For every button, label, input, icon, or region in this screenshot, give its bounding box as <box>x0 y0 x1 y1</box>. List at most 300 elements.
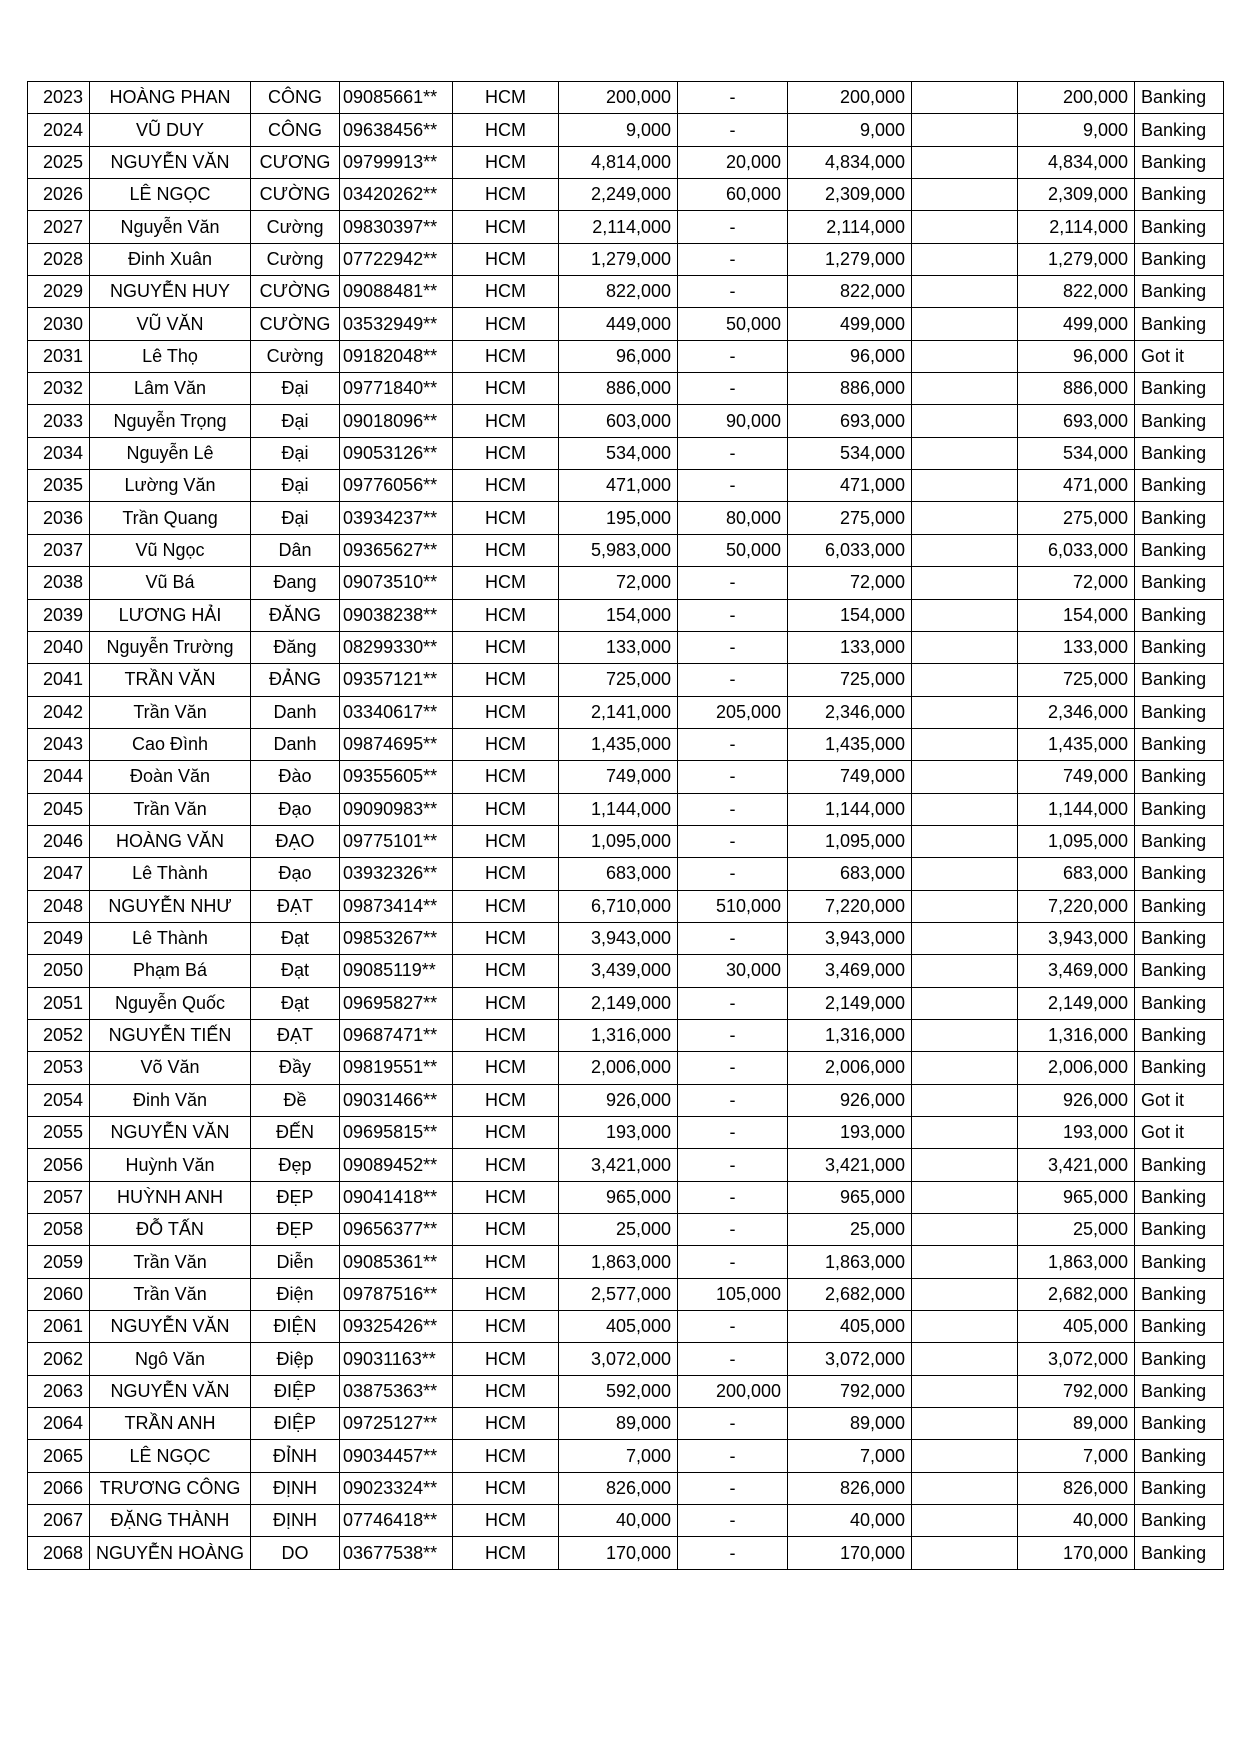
row-number: 2034 <box>28 437 90 469</box>
table-row <box>28 1375 1224 1407</box>
fee: - <box>678 1117 788 1149</box>
phone-masked: 09725127** <box>340 1408 453 1440</box>
amount: 133,000 <box>559 631 678 663</box>
payment-table-body <box>28 82 1224 1570</box>
table-row <box>28 179 1224 211</box>
blank-cell <box>912 470 1018 502</box>
city: HCM <box>453 437 559 469</box>
last-name: VŨ DUY <box>90 114 251 146</box>
blank-cell <box>912 631 1018 663</box>
blank-cell <box>912 761 1018 793</box>
fee: 20,000 <box>678 146 788 178</box>
last-name: Đinh Xuân <box>90 243 251 275</box>
total: 1,095,000 <box>788 825 912 857</box>
city: HCM <box>453 405 559 437</box>
paid-amount: 792,000 <box>1018 1375 1135 1407</box>
table-row <box>28 1472 1224 1504</box>
last-name: Nguyễn Lê <box>90 437 251 469</box>
payment-method: Banking <box>1135 858 1224 890</box>
phone-masked: 08299330** <box>340 631 453 663</box>
row-number: 2067 <box>28 1505 90 1537</box>
first-name: Đề <box>251 1084 340 1116</box>
city: HCM <box>453 858 559 890</box>
phone-masked: 09088481** <box>340 276 453 308</box>
paid-amount: 822,000 <box>1018 276 1135 308</box>
phone-masked: 03532949** <box>340 308 453 340</box>
blank-cell <box>912 340 1018 372</box>
payment-method: Banking <box>1135 437 1224 469</box>
row-number: 2023 <box>28 82 90 114</box>
row-number: 2045 <box>28 793 90 825</box>
last-name: Trần Văn <box>90 793 251 825</box>
fee: - <box>678 1084 788 1116</box>
payment-method: Banking <box>1135 728 1224 760</box>
paid-amount: 89,000 <box>1018 1408 1135 1440</box>
amount: 200,000 <box>559 82 678 114</box>
blank-cell <box>912 599 1018 631</box>
amount: 3,439,000 <box>559 955 678 987</box>
first-name: ĐẸP <box>251 1181 340 1213</box>
last-name: Đinh Văn <box>90 1084 251 1116</box>
first-name: Đại <box>251 373 340 405</box>
first-name: Cường <box>251 211 340 243</box>
amount: 9,000 <box>559 114 678 146</box>
blank-cell <box>912 1311 1018 1343</box>
city: HCM <box>453 1019 559 1051</box>
phone-masked: 09355605** <box>340 761 453 793</box>
phone-masked: 09776056** <box>340 470 453 502</box>
phone-masked: 09085661** <box>340 82 453 114</box>
blank-cell <box>912 82 1018 114</box>
city: HCM <box>453 1343 559 1375</box>
table-row <box>28 405 1224 437</box>
row-number: 2049 <box>28 922 90 954</box>
fee: 105,000 <box>678 1278 788 1310</box>
amount: 7,000 <box>559 1440 678 1472</box>
phone-masked: 09799913** <box>340 146 453 178</box>
total: 926,000 <box>788 1084 912 1116</box>
total: 40,000 <box>788 1505 912 1537</box>
table-row <box>28 1440 1224 1472</box>
payment-method: Banking <box>1135 179 1224 211</box>
amount: 822,000 <box>559 276 678 308</box>
total: 89,000 <box>788 1408 912 1440</box>
fee: 80,000 <box>678 502 788 534</box>
table-row <box>28 1181 1224 1213</box>
first-name: ĐẢNG <box>251 664 340 696</box>
payment-method: Got it <box>1135 1084 1224 1116</box>
total: 499,000 <box>788 308 912 340</box>
blank-cell <box>912 405 1018 437</box>
phone-masked: 03677538** <box>340 1537 453 1569</box>
city: HCM <box>453 825 559 857</box>
phone-masked: 09365627** <box>340 534 453 566</box>
total: 1,144,000 <box>788 793 912 825</box>
blank-cell <box>912 146 1018 178</box>
payment-method: Banking <box>1135 1246 1224 1278</box>
fee: - <box>678 825 788 857</box>
total: 72,000 <box>788 567 912 599</box>
row-number: 2036 <box>28 502 90 534</box>
payment-method: Banking <box>1135 664 1224 696</box>
amount: 826,000 <box>559 1472 678 1504</box>
table-row <box>28 82 1224 114</box>
phone-masked: 09073510** <box>340 567 453 599</box>
phone-masked: 09873414** <box>340 890 453 922</box>
amount: 2,114,000 <box>559 211 678 243</box>
first-name: ĐẾN <box>251 1117 340 1149</box>
fee: - <box>678 599 788 631</box>
blank-cell <box>912 211 1018 243</box>
last-name: Huỳnh Văn <box>90 1149 251 1181</box>
table-row <box>28 955 1224 987</box>
table-row <box>28 146 1224 178</box>
city: HCM <box>453 599 559 631</box>
amount: 749,000 <box>559 761 678 793</box>
blank-cell <box>912 955 1018 987</box>
amount: 96,000 <box>559 340 678 372</box>
last-name: Nguyễn Trọng <box>90 405 251 437</box>
amount: 2,249,000 <box>559 179 678 211</box>
first-name: Đăng <box>251 631 340 663</box>
row-number: 2035 <box>28 470 90 502</box>
paid-amount: 2,309,000 <box>1018 179 1135 211</box>
fee: - <box>678 1019 788 1051</box>
table-row <box>28 1343 1224 1375</box>
city: HCM <box>453 1408 559 1440</box>
payment-method: Banking <box>1135 146 1224 178</box>
total: 749,000 <box>788 761 912 793</box>
table-row <box>28 1311 1224 1343</box>
phone-masked: 09695827** <box>340 987 453 1019</box>
blank-cell <box>912 1117 1018 1149</box>
last-name: Đoàn Văn <box>90 761 251 793</box>
total: 3,469,000 <box>788 955 912 987</box>
city: HCM <box>453 761 559 793</box>
city: HCM <box>453 1505 559 1537</box>
blank-cell <box>912 1278 1018 1310</box>
city: HCM <box>453 1149 559 1181</box>
amount: 89,000 <box>559 1408 678 1440</box>
blank-cell <box>912 825 1018 857</box>
paid-amount: 2,114,000 <box>1018 211 1135 243</box>
phone-masked: 09023324** <box>340 1472 453 1504</box>
first-name: Đầy <box>251 1052 340 1084</box>
last-name: NGUYỄN HUY <box>90 276 251 308</box>
total: 193,000 <box>788 1117 912 1149</box>
table-row <box>28 1149 1224 1181</box>
amount: 2,006,000 <box>559 1052 678 1084</box>
row-number: 2024 <box>28 114 90 146</box>
total: 725,000 <box>788 664 912 696</box>
first-name: ĐẠO <box>251 825 340 857</box>
last-name: Lê Thọ <box>90 340 251 372</box>
fee: - <box>678 728 788 760</box>
table-row <box>28 761 1224 793</box>
row-number: 2031 <box>28 340 90 372</box>
table-row <box>28 276 1224 308</box>
last-name: Vũ Bá <box>90 567 251 599</box>
paid-amount: 534,000 <box>1018 437 1135 469</box>
paid-amount: 3,943,000 <box>1018 922 1135 954</box>
fee: - <box>678 437 788 469</box>
city: HCM <box>453 1084 559 1116</box>
payment-method: Banking <box>1135 276 1224 308</box>
first-name: Đạt <box>251 987 340 1019</box>
last-name: LÊ NGỌC <box>90 1440 251 1472</box>
blank-cell <box>912 987 1018 1019</box>
table-row <box>28 631 1224 663</box>
row-number: 2037 <box>28 534 90 566</box>
payment-method: Banking <box>1135 761 1224 793</box>
total: 792,000 <box>788 1375 912 1407</box>
city: HCM <box>453 534 559 566</box>
fee: - <box>678 82 788 114</box>
total: 3,421,000 <box>788 1149 912 1181</box>
row-number: 2025 <box>28 146 90 178</box>
fee: - <box>678 1472 788 1504</box>
payment-method: Banking <box>1135 793 1224 825</box>
table-row <box>28 1117 1224 1149</box>
paid-amount: 693,000 <box>1018 405 1135 437</box>
payment-method: Banking <box>1135 1052 1224 1084</box>
total: 200,000 <box>788 82 912 114</box>
fee: - <box>678 1408 788 1440</box>
phone-masked: 09089452** <box>340 1149 453 1181</box>
amount: 471,000 <box>559 470 678 502</box>
total: 1,279,000 <box>788 243 912 275</box>
phone-masked: 03934237** <box>340 502 453 534</box>
total: 4,834,000 <box>788 146 912 178</box>
city: HCM <box>453 567 559 599</box>
phone-masked: 03875363** <box>340 1375 453 1407</box>
blank-cell <box>912 858 1018 890</box>
phone-masked: 09031163** <box>340 1343 453 1375</box>
total: 1,435,000 <box>788 728 912 760</box>
total: 683,000 <box>788 858 912 890</box>
city: HCM <box>453 1472 559 1504</box>
total: 2,682,000 <box>788 1278 912 1310</box>
payment-method: Banking <box>1135 599 1224 631</box>
table-row <box>28 1408 1224 1440</box>
total: 2,346,000 <box>788 696 912 728</box>
first-name: Đẹp <box>251 1149 340 1181</box>
table-row <box>28 987 1224 1019</box>
city: HCM <box>453 373 559 405</box>
blank-cell <box>912 276 1018 308</box>
blank-cell <box>912 1019 1018 1051</box>
city: HCM <box>453 211 559 243</box>
paid-amount: 7,220,000 <box>1018 890 1135 922</box>
total: 6,033,000 <box>788 534 912 566</box>
row-number: 2029 <box>28 276 90 308</box>
paid-amount: 1,279,000 <box>1018 243 1135 275</box>
payment-method: Banking <box>1135 1472 1224 1504</box>
payment-method: Banking <box>1135 922 1224 954</box>
city: HCM <box>453 1117 559 1149</box>
payment-method: Banking <box>1135 373 1224 405</box>
first-name: Đào <box>251 761 340 793</box>
amount: 72,000 <box>559 567 678 599</box>
last-name: Phạm Bá <box>90 955 251 987</box>
last-name: Vũ Ngọc <box>90 534 251 566</box>
row-number: 2027 <box>28 211 90 243</box>
row-number: 2026 <box>28 179 90 211</box>
paid-amount: 471,000 <box>1018 470 1135 502</box>
fee: - <box>678 922 788 954</box>
blank-cell <box>912 1537 1018 1569</box>
blank-cell <box>912 1214 1018 1246</box>
first-name: ĐỊNH <box>251 1472 340 1504</box>
phone-masked: 09053126** <box>340 437 453 469</box>
paid-amount: 7,000 <box>1018 1440 1135 1472</box>
first-name: ĐỈNH <box>251 1440 340 1472</box>
phone-masked: 09034457** <box>340 1440 453 1472</box>
row-number: 2057 <box>28 1181 90 1213</box>
phone-masked: 09787516** <box>340 1278 453 1310</box>
total: 170,000 <box>788 1537 912 1569</box>
paid-amount: 826,000 <box>1018 1472 1135 1504</box>
table-row <box>28 825 1224 857</box>
amount: 4,814,000 <box>559 146 678 178</box>
last-name: Lường Văn <box>90 470 251 502</box>
blank-cell <box>912 243 1018 275</box>
payment-method: Banking <box>1135 567 1224 599</box>
row-number: 2032 <box>28 373 90 405</box>
first-name: Điện <box>251 1278 340 1310</box>
city: HCM <box>453 1278 559 1310</box>
amount: 603,000 <box>559 405 678 437</box>
paid-amount: 2,346,000 <box>1018 696 1135 728</box>
amount: 405,000 <box>559 1311 678 1343</box>
first-name: DO <box>251 1537 340 1569</box>
first-name: Đạt <box>251 922 340 954</box>
first-name: Cường <box>251 243 340 275</box>
city: HCM <box>453 664 559 696</box>
row-number: 2038 <box>28 567 90 599</box>
table-row <box>28 890 1224 922</box>
table-row <box>28 243 1224 275</box>
last-name: LƯƠNG HẢI <box>90 599 251 631</box>
row-number: 2043 <box>28 728 90 760</box>
phone-masked: 09085361** <box>340 1246 453 1278</box>
last-name: VŨ VĂN <box>90 308 251 340</box>
total: 275,000 <box>788 502 912 534</box>
payment-method: Got it <box>1135 1117 1224 1149</box>
fee: - <box>678 761 788 793</box>
paid-amount: 154,000 <box>1018 599 1135 631</box>
amount: 3,943,000 <box>559 922 678 954</box>
paid-amount: 1,435,000 <box>1018 728 1135 760</box>
row-number: 2042 <box>28 696 90 728</box>
payment-method: Banking <box>1135 1343 1224 1375</box>
row-number: 2051 <box>28 987 90 1019</box>
paid-amount: 2,006,000 <box>1018 1052 1135 1084</box>
first-name: Đại <box>251 437 340 469</box>
first-name: Diễn <box>251 1246 340 1278</box>
city: HCM <box>453 890 559 922</box>
fee: - <box>678 1181 788 1213</box>
first-name: Điệp <box>251 1343 340 1375</box>
amount: 1,435,000 <box>559 728 678 760</box>
blank-cell <box>912 308 1018 340</box>
last-name: ĐỖ TẤN <box>90 1214 251 1246</box>
row-number: 2059 <box>28 1246 90 1278</box>
payment-method: Banking <box>1135 1537 1224 1569</box>
table-row <box>28 373 1224 405</box>
blank-cell <box>912 502 1018 534</box>
payment-method: Banking <box>1135 955 1224 987</box>
phone-masked: 03932326** <box>340 858 453 890</box>
city: HCM <box>453 146 559 178</box>
table-row <box>28 1019 1224 1051</box>
phone-masked: 09874695** <box>340 728 453 760</box>
paid-amount: 9,000 <box>1018 114 1135 146</box>
payment-method: Banking <box>1135 825 1224 857</box>
fee: - <box>678 1246 788 1278</box>
amount: 1,095,000 <box>559 825 678 857</box>
amount: 6,710,000 <box>559 890 678 922</box>
amount: 170,000 <box>559 1537 678 1569</box>
total: 405,000 <box>788 1311 912 1343</box>
payment-method: Banking <box>1135 696 1224 728</box>
phone-masked: 09041418** <box>340 1181 453 1213</box>
paid-amount: 683,000 <box>1018 858 1135 890</box>
city: HCM <box>453 1052 559 1084</box>
first-name: CƯƠNG <box>251 146 340 178</box>
paid-amount: 4,834,000 <box>1018 146 1135 178</box>
paid-amount: 1,316,000 <box>1018 1019 1135 1051</box>
blank-cell <box>912 179 1018 211</box>
city: HCM <box>453 114 559 146</box>
first-name: Đại <box>251 405 340 437</box>
last-name: Nguyễn Quốc <box>90 987 251 1019</box>
paid-amount: 170,000 <box>1018 1537 1135 1569</box>
blank-cell <box>912 1084 1018 1116</box>
row-number: 2028 <box>28 243 90 275</box>
last-name: Lâm Văn <box>90 373 251 405</box>
last-name: Võ Văn <box>90 1052 251 1084</box>
city: HCM <box>453 340 559 372</box>
amount: 926,000 <box>559 1084 678 1116</box>
phone-masked: 09638456** <box>340 114 453 146</box>
row-number: 2033 <box>28 405 90 437</box>
row-number: 2054 <box>28 1084 90 1116</box>
total: 2,149,000 <box>788 987 912 1019</box>
total: 3,072,000 <box>788 1343 912 1375</box>
paid-amount: 133,000 <box>1018 631 1135 663</box>
payment-method: Banking <box>1135 987 1224 1019</box>
amount: 3,421,000 <box>559 1149 678 1181</box>
table-row <box>28 502 1224 534</box>
total: 534,000 <box>788 437 912 469</box>
city: HCM <box>453 1375 559 1407</box>
phone-masked: 09687471** <box>340 1019 453 1051</box>
city: HCM <box>453 922 559 954</box>
row-number: 2065 <box>28 1440 90 1472</box>
first-name: ĐIỆP <box>251 1375 340 1407</box>
payment-method: Banking <box>1135 114 1224 146</box>
first-name: ĐIỆN <box>251 1311 340 1343</box>
amount: 3,072,000 <box>559 1343 678 1375</box>
city: HCM <box>453 470 559 502</box>
payment-method: Banking <box>1135 890 1224 922</box>
row-number: 2041 <box>28 664 90 696</box>
payment-method: Banking <box>1135 243 1224 275</box>
paid-amount: 200,000 <box>1018 82 1135 114</box>
row-number: 2064 <box>28 1408 90 1440</box>
first-name: CƯỜNG <box>251 276 340 308</box>
